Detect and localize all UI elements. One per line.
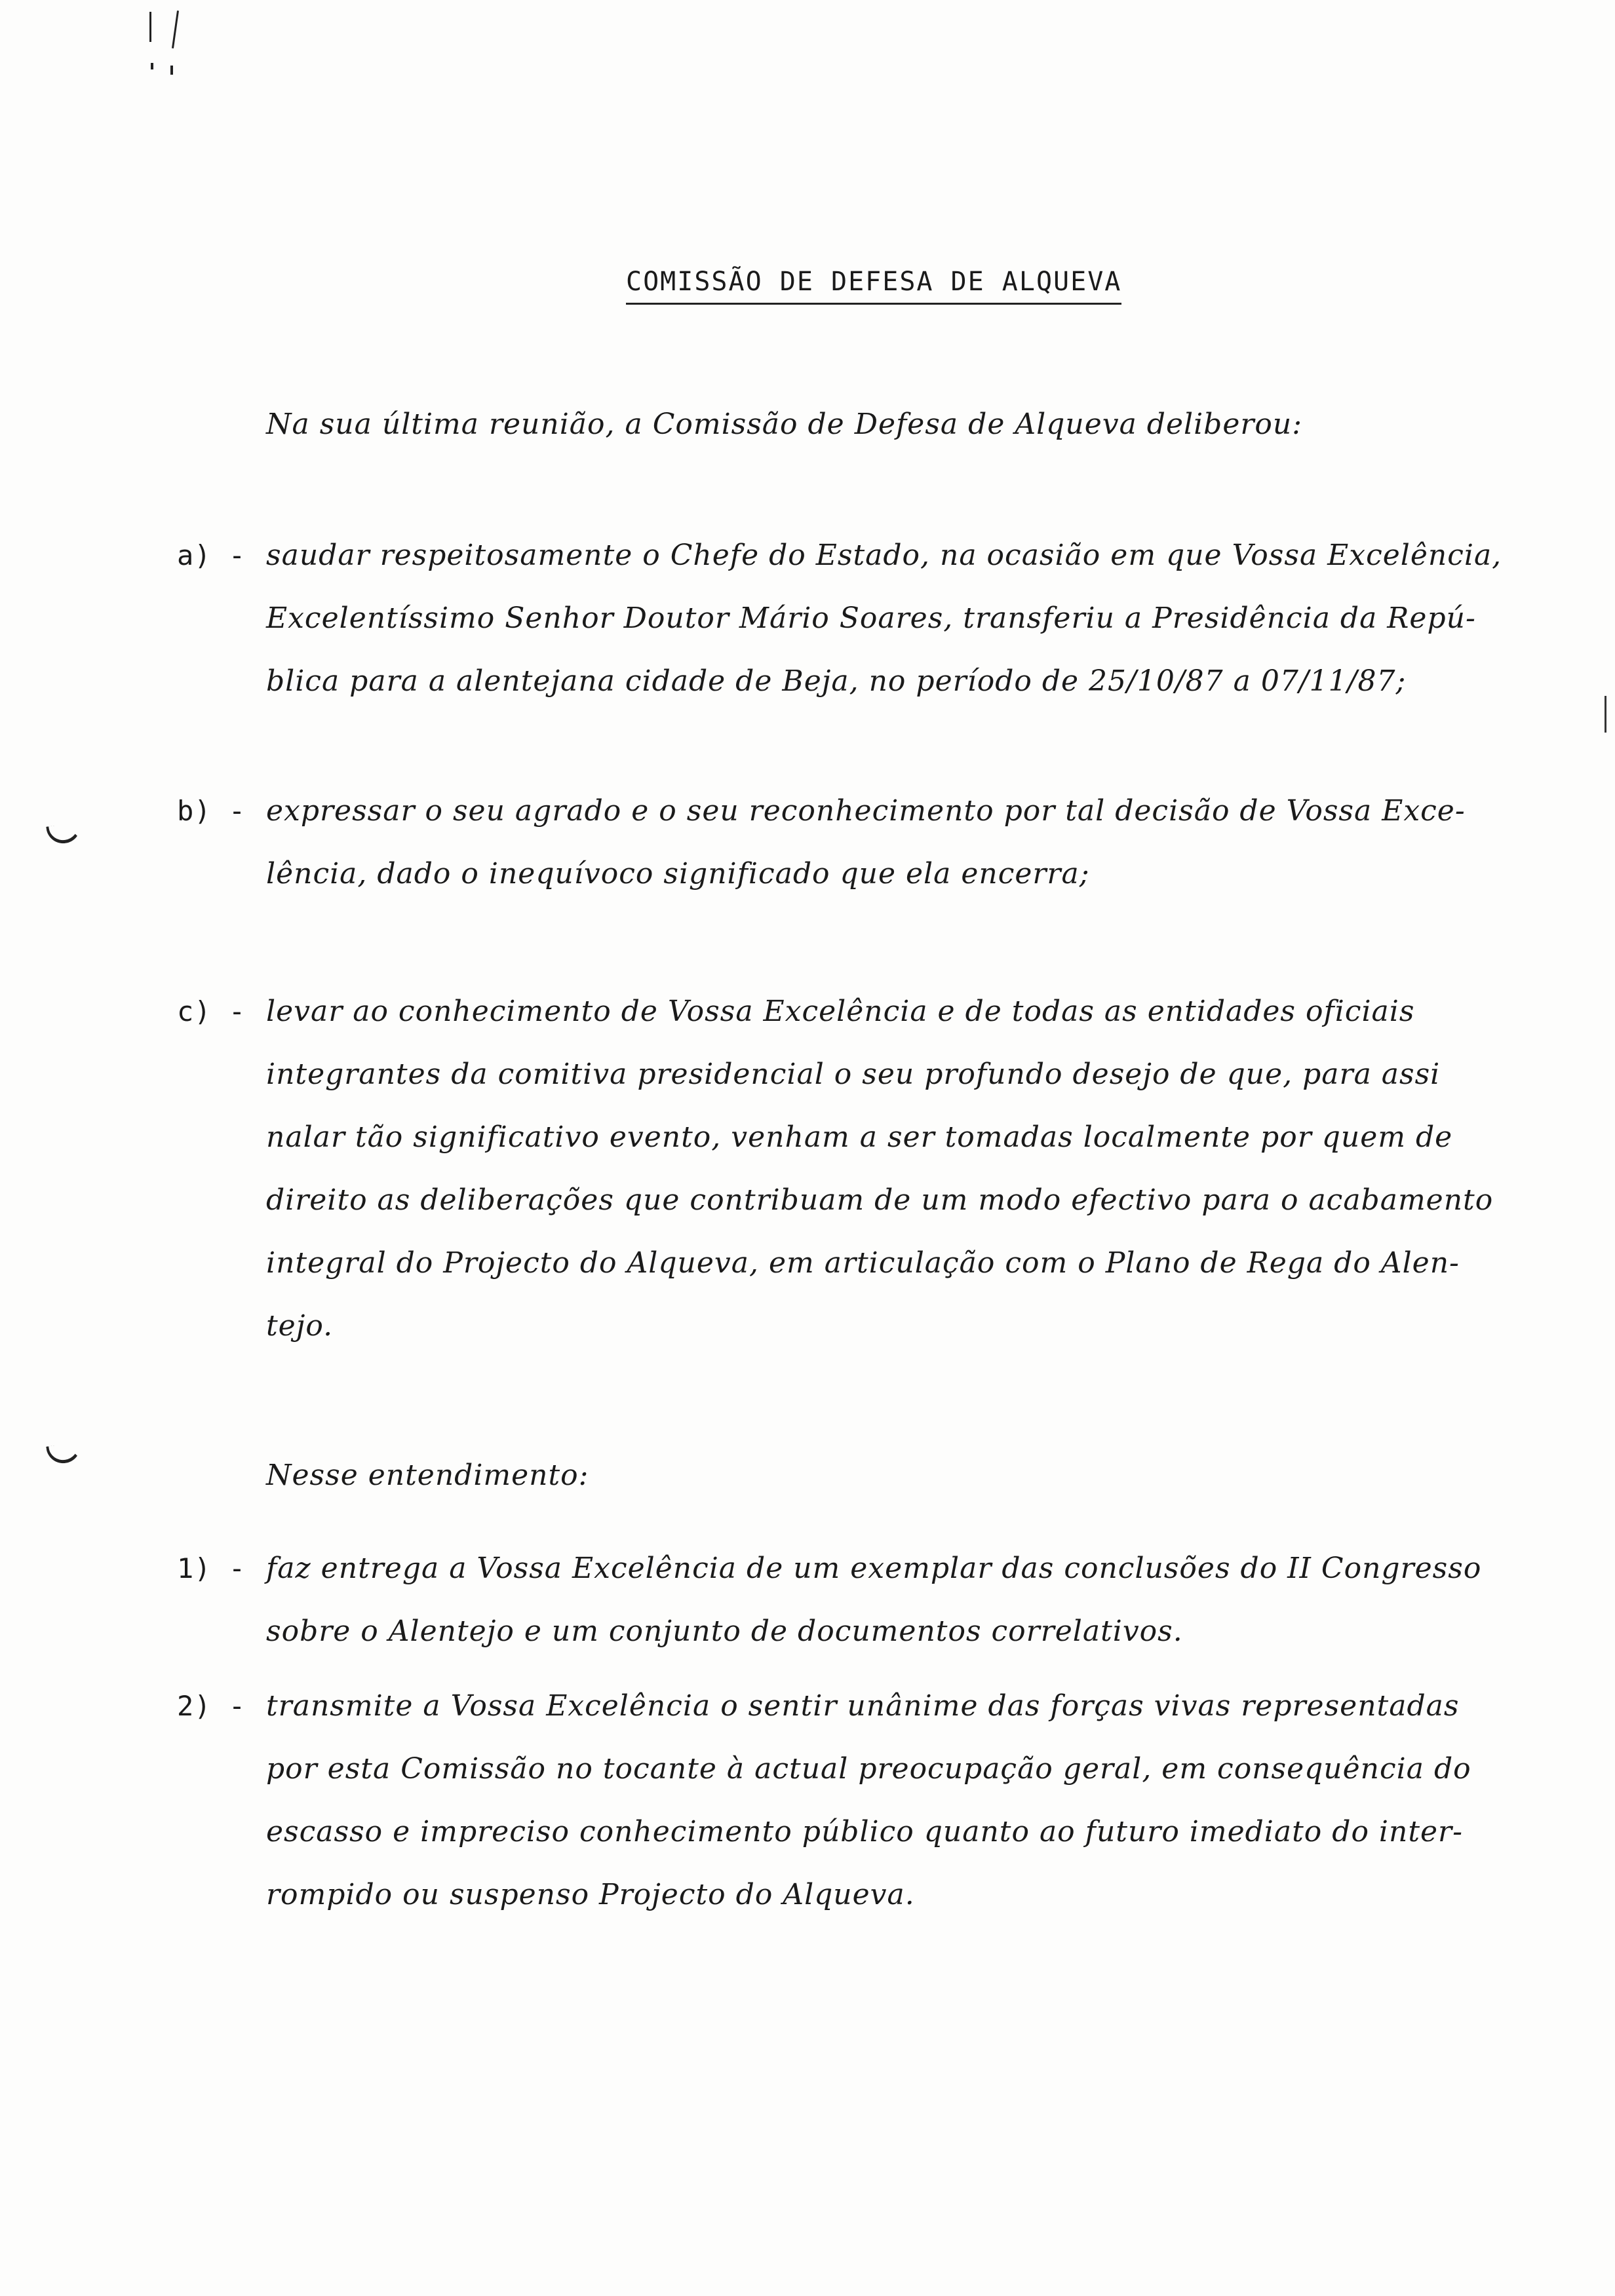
text-line: direito as deliberações que contribuam de um modo efectivo para o acabamento [266, 1183, 1494, 1217]
text-line: sobre o Alentejo e um conjunto de documentos correlativos. [266, 1615, 1183, 1648]
text-line: faz entrega a Vossa Excelência de um exemplar das conclusões do II Congresso [266, 1552, 1482, 1585]
margin-hole-mark [46, 822, 83, 846]
intro-paragraph: Na sua última reunião, a Comissão de Defesa de Alqueva deliberou: [266, 408, 1303, 441]
list-marker: c) - [177, 995, 246, 1027]
text-line: por esta Comissão no tocante à actual preocupação geral, em consequência do [266, 1752, 1471, 1786]
list-item-text [266, 1537, 1481, 1663]
list-item-text [266, 1675, 1471, 1926]
list-marker: a) - [177, 539, 246, 571]
text-line: lência, dado o inequívoco significado que ela encerra; [266, 857, 1090, 890]
corner-tick-mark [149, 12, 151, 42]
list-item-text [266, 980, 1493, 1358]
corner-tick-mark-2 [172, 10, 179, 48]
transition-paragraph: Nesse entendimento: [266, 1459, 589, 1492]
corner-tick-mark-4 [170, 66, 173, 75]
list-marker: b) - [177, 795, 246, 827]
text-line: nalar tão significativo evento, venham a ser tomadas localmente por quem de [266, 1120, 1453, 1154]
text-line: expressar o seu agrado e o seu reconhecimento por tal decisão de Vossa Exce- [266, 794, 1466, 828]
text-line: integral do Projecto do Alqueva, em articulação com o Plano de Rega do Alen- [266, 1246, 1460, 1280]
text-line: tejo. [266, 1309, 334, 1343]
list-item-text [266, 524, 1502, 713]
list-marker: 2) - [177, 1690, 246, 1722]
document-title: COMISSÃO DE DEFESA DE ALQUEVA [626, 262, 1121, 305]
edge-mark [1605, 696, 1606, 733]
text-line: rompido ou suspenso Projecto do Alqueva. [266, 1878, 915, 1911]
text-line: saudar respeitosamente o Chefe do Estado, na ocasião em que Vossa Excelência, [266, 539, 1502, 572]
text-line: integrantes da comitiva presidencial o seu profundo desejo de que, para assi [266, 1058, 1441, 1091]
list-marker: 1) - [177, 1552, 246, 1584]
margin-hole-mark [46, 1442, 83, 1466]
text-line: transmite a Vossa Excelência o sentir unânime das forças vivas representadas [266, 1689, 1460, 1723]
list-item-text [266, 780, 1466, 906]
text-line: blica para a alentejana cidade de Beja, no período de 25/10/87 a 07/11/87; [266, 664, 1407, 698]
text-line: escasso e impreciso conhecimento público quanto ao futuro imediato do inter- [266, 1815, 1463, 1848]
text-line: Excelentíssimo Senhor Doutor Mário Soares, transferiu a Presidência da Repú- [266, 602, 1476, 635]
corner-tick-mark-3 [151, 63, 153, 69]
text-line: levar ao conhecimento de Vossa Excelência e de todas as entidades oficiais [266, 995, 1415, 1028]
